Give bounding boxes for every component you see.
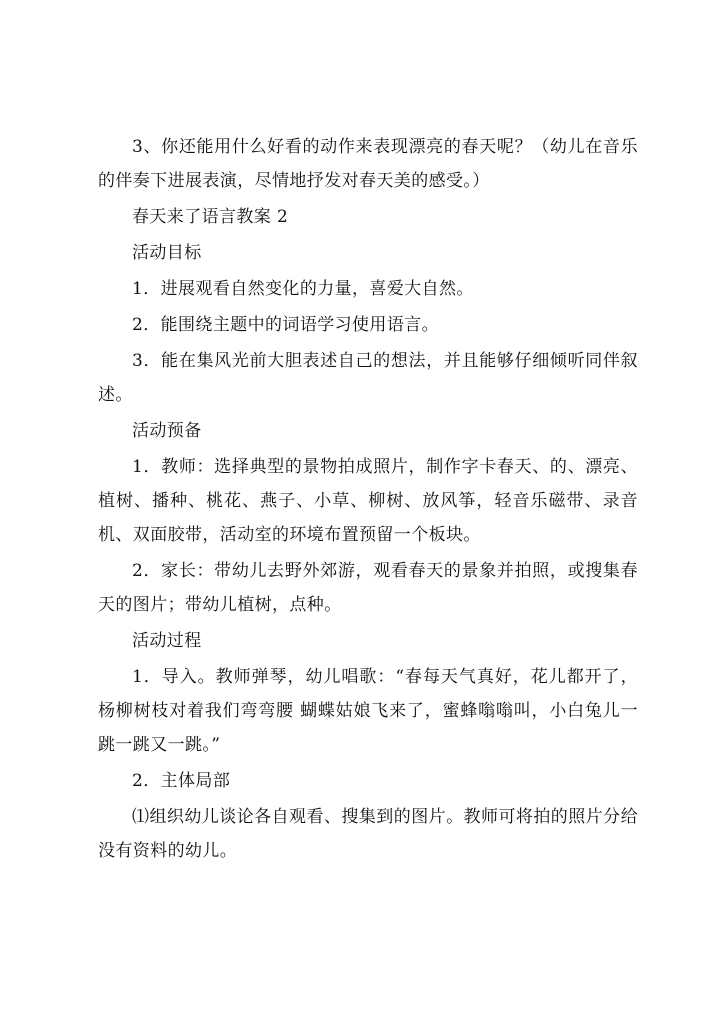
process-item-1: 1．导入。教师弹琴，幼儿唱歌：“春每天气真好，花儿都开了，杨柳树枝对着我们弯弯腰 蝴蝶姑娘飞来了，蜜蜂嗡嗡叫，小白兔儿一跳一跳又一跳。”	[98, 667, 638, 755]
heading-activity-preparation: 活动预备	[132, 421, 202, 441]
goal-item-3: 3．能在集风光前大胆表述自己的想法，并且能够仔细倾听同伴叙述。	[98, 351, 638, 405]
goal-item-1: 1．进展观看自然变化的力量，喜爱大自然。	[132, 279, 474, 299]
heading-activity-goals: 活动目标	[132, 243, 202, 263]
process-subitem-1: ⑴组织幼儿谈论各自观看、搜集到的图片。教师可将拍的照片分给没有资料的幼儿。	[98, 807, 638, 861]
process-item-2: 2．主体局部	[132, 771, 231, 791]
preparation-item-2: 2．家长：带幼儿去野外郊游，观看春天的景象并拍照，或搜集春天的图片；带幼儿植树，点种。	[98, 561, 638, 615]
document-body	[98, 130, 638, 870]
heading-activity-process: 活动过程	[132, 631, 202, 651]
section-title: 春天来了语言教案 2	[132, 207, 289, 227]
preparation-item-1: 1．教师：选择典型的景物拍成照片，制作字卡春天、的、漂亮、植树、播种、桃花、燕子、小草、柳树、放风筝，轻音乐磁带、录音机、双面胶带，活动室的环境布置预留一个板块。	[98, 457, 638, 545]
paragraph-question-3: 3、你还能用什么好看的动作来表现漂亮的春天呢？（幼儿在音乐的伴奏下进展表演，尽情地抒发对春天美的感受。）	[98, 137, 638, 191]
goal-item-2: 2．能围绕主题中的词语学习使用语言。	[132, 315, 440, 335]
